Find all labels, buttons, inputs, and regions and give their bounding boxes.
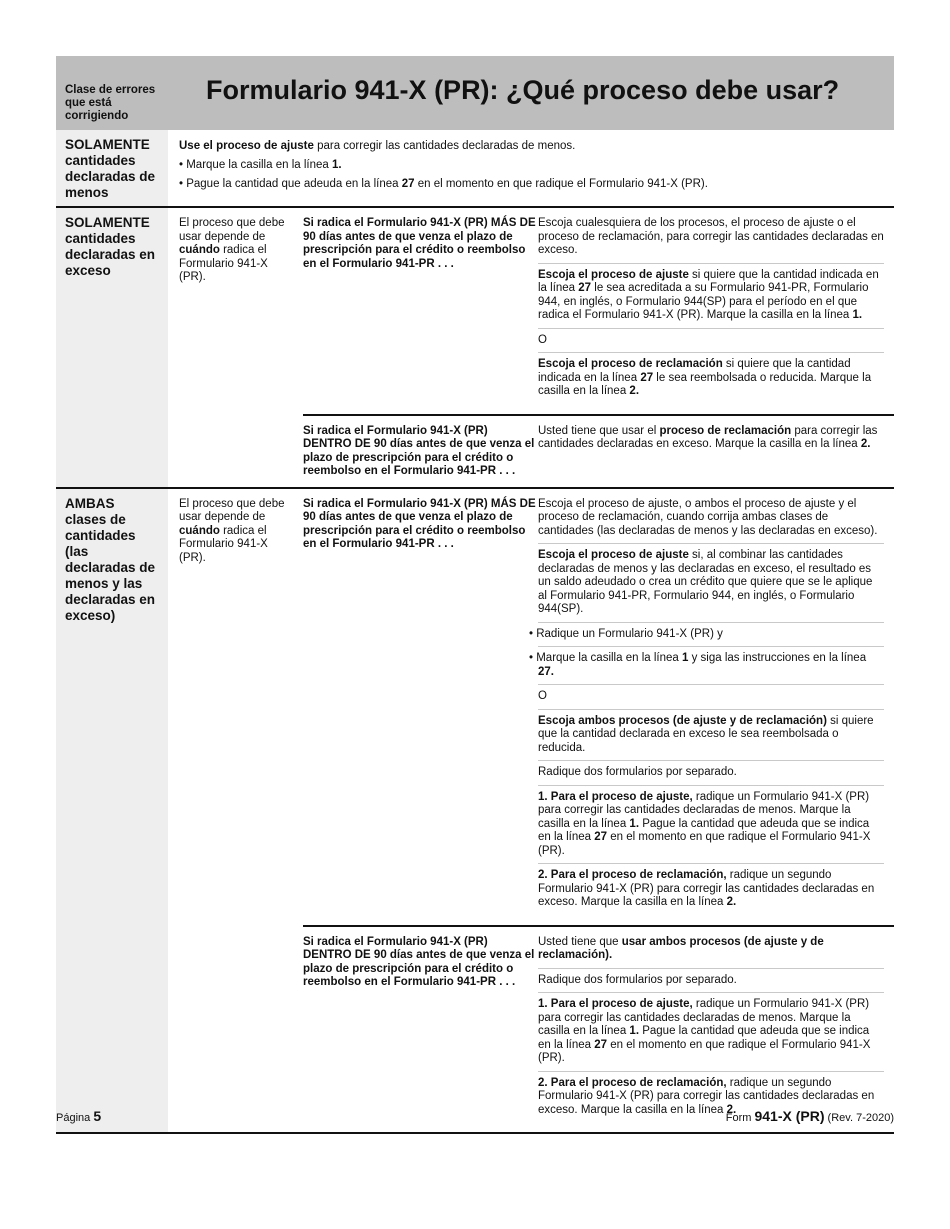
paragraph: Usted tiene que usar el proceso de reclamación para corregir las cantidades declaradas en exceso. Marque la casilla en la línea 2. [538,424,878,450]
paragraph: Escoja el proceso de reclamación si quiere que la cantidad indicada en la línea 27 le sea reembolsada o reducida. Marque la casilla en la línea 2. [538,352,884,404]
section-body-both [168,489,894,1133]
page-title: Formulario 941-X (PR): ¿Qué proceso debe usar? [206,75,840,105]
paragraph: Usted tiene que usar ambos procesos (de ajuste y de reclamación). [538,935,824,961]
condition-rows [303,208,894,487]
condition-text: Si radica el Formulario 941-X (PR) MÁS DE 90 días antes de que venza el plazo de prescripción para el crédito o reembolso en el Formulario 941-PR . . . [303,217,536,270]
form-page [56,56,894,1134]
instruction-block [538,927,894,1133]
instruction-block [529,489,894,925]
paragraph: Escoja cualesquiera de los procesos, el proceso de ajuste o el proceso de reclamación, para corregir las cantidades declaradas en exceso. [538,217,884,256]
section-underreported [56,130,894,208]
paragraph: Escoja el proceso de ajuste si, al combinar las cantidades declaradas de menos y las declaradas en exceso, el resultado es un saldo adeudado o crea un crédito que quiere que se le aplique al Formulario 941-PR, Formulario 944, en inglés, o Formulario 944(SP). [538,543,884,622]
form-identifier: Form 941-X (PR) (Rev. 7-2020) [725,1108,894,1124]
page-footer [56,1108,894,1124]
depends-note: El proceso que debe usar depende de cuándo radica el Formulario 941-X (PR). [179,497,285,564]
page-number: Página 5 [56,1108,102,1124]
paragraph: Radique dos formularios por separado. [538,968,884,993]
section-label-both: AMBAS clases de cantidades (las declaradas de menos y las declaradas en exceso) [56,489,168,1133]
condition-rows [303,489,894,1133]
paragraph: 2. Para el proceso de reclamación, radique un segundo Formulario 941-X (PR) para corregir las cantidades declaradas en exceso. Marque la casilla en la línea 2. [538,1071,884,1123]
instruction-line: Use el proceso de ajuste para corregir las cantidades declaradas de menos. [179,140,576,152]
paragraph: Escoja el proceso de ajuste, o ambos el proceso de ajuste y el proceso de reclamación, cuando corrija ambas clases de cantidades (las declaradas de menos y las declaradas en exceso). [538,497,878,537]
bullet-line: • Marque la casilla en la línea 1. [179,159,342,171]
or-separator: O [538,328,884,353]
section-both [56,489,894,1135]
paragraph: Radique dos formularios por separado. [538,760,884,785]
section-label-overreported: SOLAMENTE cantidades declaradas en exceso [56,208,168,487]
paragraph: Escoja ambos procesos (de ajuste y de reclamación) si quiere que la cantidad declarada en exceso le sea reembolsada o reducida. [538,709,884,761]
instruction-block [538,208,894,414]
paragraph: 2. Para el proceso de reclamación, radique un segundo Formulario 941-X (PR) para corregir las cantidades declaradas en exceso. Marque la casilla en la línea 2. [538,863,884,915]
class-header-label: Clase de errores que está corrigiendo [65,84,156,122]
section-body-overreported [168,208,894,487]
condition-text: Si radica el Formulario 941-X (PR) MÁS DE 90 días antes de que venza el plazo de prescripción para el crédito o reembolso en el Formulario 941-PR . . . [303,497,536,550]
bullet-line: • Marque la casilla en la línea 1 y siga las instrucciones en la línea 27. [538,646,884,684]
condition-text: Si radica el Formulario 941-X (PR) DENTRO DE 90 días antes de que venza el plazo de prescripción para el crédito o reembolso en el Formulario 941-PR . . . [303,935,535,988]
paragraph: Escoja el proceso de ajuste si quiere que la cantidad indicada en la línea 27 le sea acreditada a su Formulario 941-PR, Formulario 944, en inglés, o Formulario 944(SP) para el período en el que radica el Formulario 941-X (PR). Marque la casilla en la línea 1. [538,263,884,328]
depends-note: El proceso que debe usar depende de cuándo radica el Formulario 941-X (PR). [179,217,285,283]
bullet-line: • Radique un Formulario 941-X (PR) y [538,622,884,647]
condition-text: Si radica el Formulario 941-X (PR) DENTRO DE 90 días antes de que venza el plazo de prescripción para el crédito o reembolso en el Formulario 941-PR . . . [303,424,535,477]
section-label-underreported: SOLAMENTE cantidades declaradas de menos [56,130,168,204]
or-separator: O [538,684,884,709]
section-overreported [56,208,894,489]
section-content-underreported [168,130,894,206]
bullet-line: • Pague la cantidad que adeuda en la línea 27 en el momento en que radique el Formulario 941-X (PR). [179,178,708,190]
instruction-block [538,416,894,487]
condition-row-more-than-90 [303,489,894,925]
condition-row-within-90 [303,414,894,487]
table-header [56,56,894,130]
condition-row-within-90 [303,925,894,1133]
paragraph: 1. Para el proceso de ajuste, radique un Formulario 941-X (PR) para corregir las cantidades declaradas de menos. Marque la casilla en la línea 1. Pague la cantidad que adeuda que se indica en la línea 27 en el momento en que radique el Formulario 941-X (PR). [538,785,884,864]
condition-row-more-than-90 [303,208,894,414]
paragraph: 1. Para el proceso de ajuste, radique un Formulario 941-X (PR) para corregir las cantidades declaradas de menos. Marque la casilla en la línea 1. Pague la cantidad que adeuda que se indica en la línea 27 en el momento en que radique el Formulario 941-X (PR). [538,992,884,1071]
